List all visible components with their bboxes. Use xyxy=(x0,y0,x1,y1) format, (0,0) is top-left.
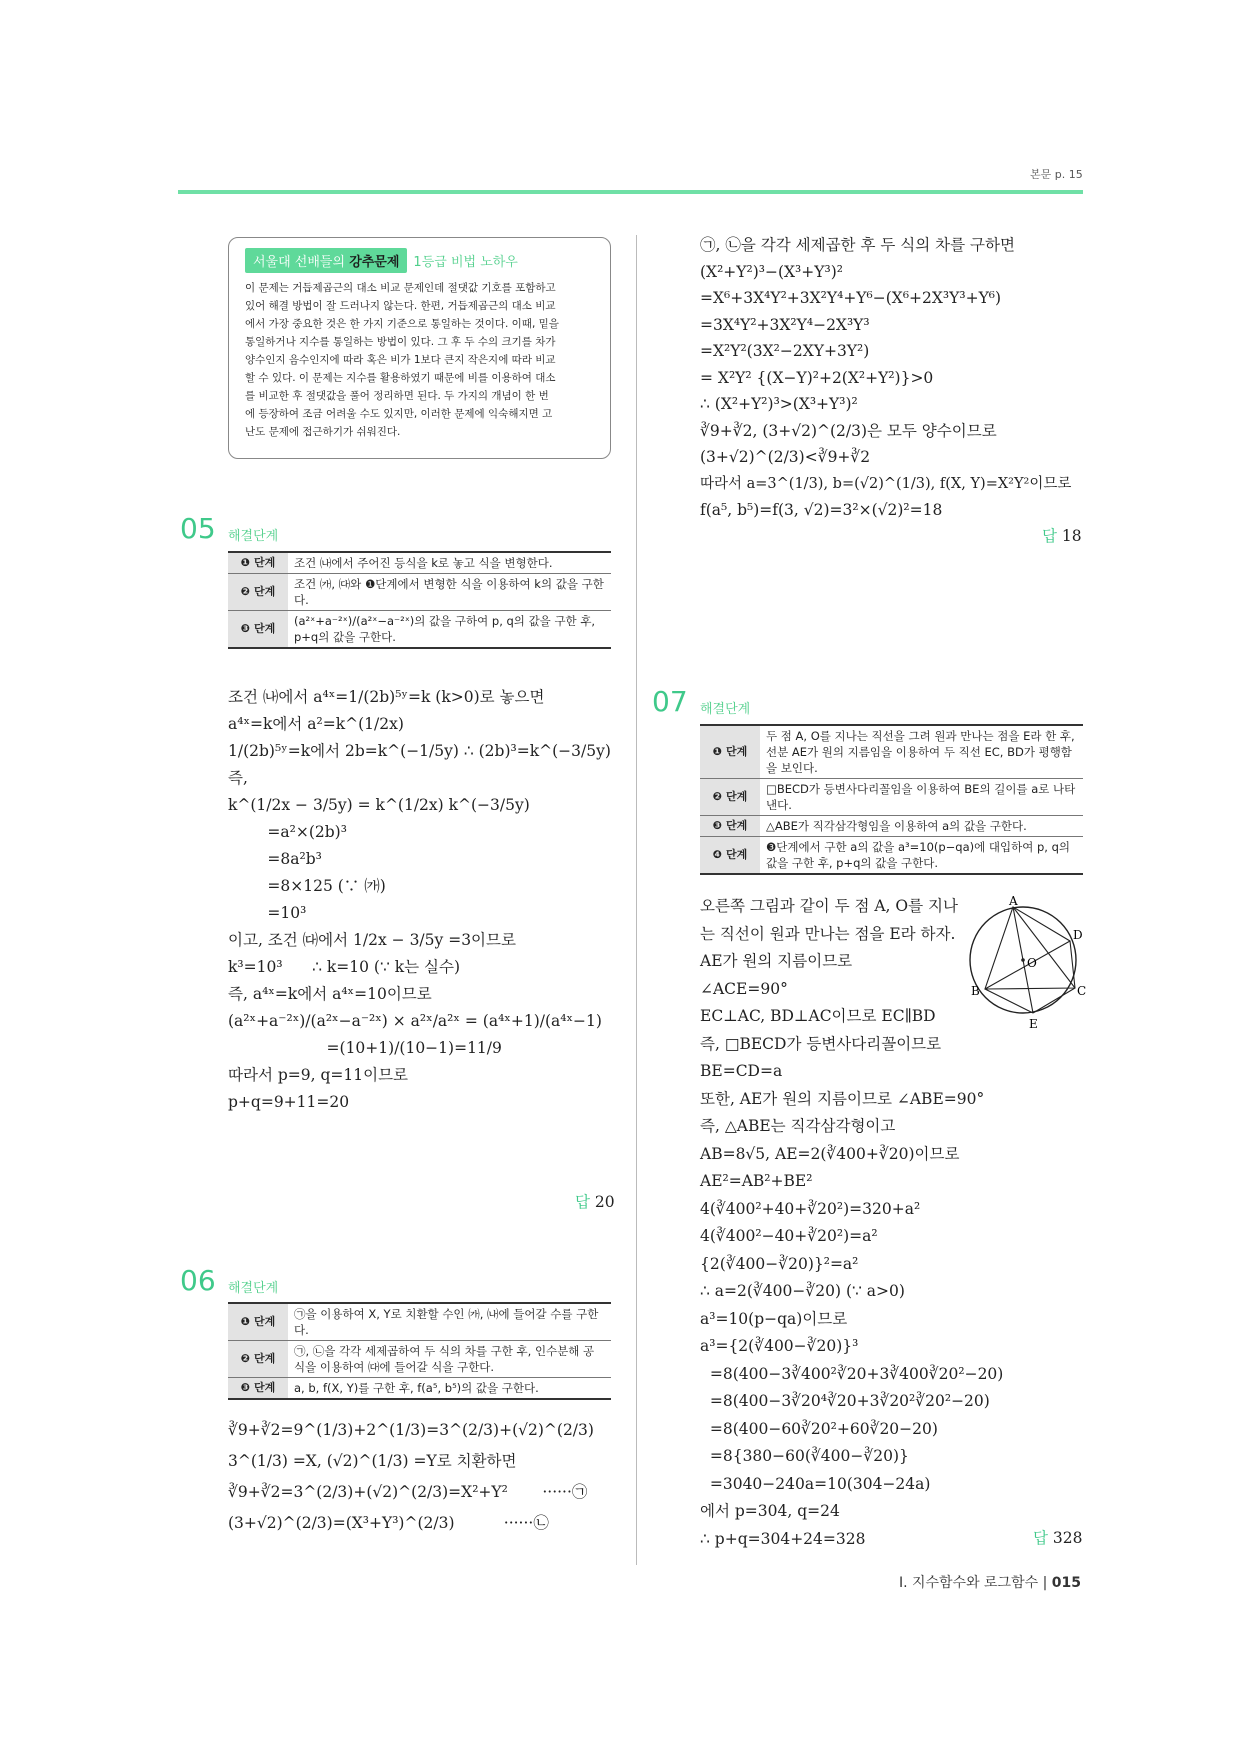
solution-line: 즉, △ABE는 직각삼각형이고 xyxy=(700,1117,896,1135)
tip-line: 에 등장하여 조금 어려울 수도 있지만, 이러한 문제에 익숙해지면 고 xyxy=(245,408,553,420)
step-text: △ABE가 직각삼각형임을 이용하여 a의 값을 구한다. xyxy=(760,816,1083,837)
solution-line: =10³ xyxy=(228,904,307,922)
solution-line: =8(400−3∛400²∛20+3∛400∛20²−20) xyxy=(700,1364,1004,1383)
step-text: ❸단계에서 구한 a의 값을 a³=10(p−qa)에 대입하여 p, q의 값을 구한 후, p+q의 값을 구한다. xyxy=(760,837,1083,875)
solution-06 xyxy=(228,1415,594,1539)
solution-line: 따라서 a=3^(1/3), b=(√2)^(1/3), f(X, Y)=X²Y²이므로 xyxy=(700,475,1072,492)
solution-line: =8(400−60∛20²+60∛20−20) xyxy=(700,1419,938,1438)
step-row xyxy=(700,837,1083,875)
tip-box xyxy=(228,237,611,459)
label-d: D xyxy=(1073,928,1083,942)
solution-line: =a²×(2b)³ xyxy=(228,823,347,841)
step-row xyxy=(228,1378,611,1400)
step-row xyxy=(228,552,611,574)
solution-06-continued xyxy=(700,232,1071,524)
answer-05: 답 20 xyxy=(575,1193,615,1211)
solution-line: =8×125 (∵ ㈎) xyxy=(228,877,386,895)
step-label: ❶ 단계 xyxy=(228,1303,288,1341)
solution-line: ∴ a=2(∛400−∛20) (∵ a>0) xyxy=(700,1282,905,1300)
solution-line: 조건 ㈏에서 a⁴ˣ=1/(2b)⁵ʸ=k (k>0)로 놓으면 xyxy=(228,688,545,706)
step-label: ❷ 단계 xyxy=(700,779,760,816)
solution-line: =(10+1)/(10−1)=11/9 xyxy=(228,1039,502,1057)
solution-line: ∴ p+q=304+24=328 xyxy=(700,1529,866,1548)
segment-ac xyxy=(1013,907,1075,988)
tip-line: 통일하거나 지수를 통일하는 방법이 있다. 그 후 두 수의 크기를 차가 xyxy=(245,336,556,348)
solution-line: a⁴ˣ=k에서 a²=k^(1/2x) xyxy=(228,715,404,733)
step-row xyxy=(228,574,611,611)
step-label: ❸ 단계 xyxy=(228,1378,288,1400)
page-reference: 본문 p. 15 xyxy=(1030,168,1083,181)
solution-steps-label: 해결단계 xyxy=(228,529,279,544)
solution-line: AE가 원의 지름이므로 xyxy=(700,952,853,970)
solution-line: (3+√2)^(2/3)=(X³+Y³)^(2/3) ······㉡ xyxy=(228,1514,549,1532)
step-text: ㉠을 이용하여 X, Y로 치환할 수인 ㈎, ㈏에 들어갈 수를 구한다. xyxy=(288,1303,611,1341)
solution-line: 1/(2b)⁵ʸ=k에서 2b=k^(−1/5y) ∴ (2b)³=k^(−3/5y) xyxy=(228,742,611,760)
step-text: (a²ˣ+a⁻²ˣ)/(a²ˣ−a⁻²ˣ)의 값을 구하여 p, q의 값을 구한 후, p+q의 값을 구한다. xyxy=(288,611,611,649)
solution-line: k^(1/2x − 3/5y) = k^(1/2x) k^(−3/5y) xyxy=(228,796,530,814)
solution-line: 이고, 조건 ㈐에서 1/2x − 3/5y =3이므로 xyxy=(228,931,516,949)
solution-line: a³=10(p−qa)이므로 xyxy=(700,1309,848,1328)
tip-line: 를 비교한 후 절댓값을 풀어 정리하면 된다. 두 가지의 개념이 한 번 xyxy=(245,390,549,402)
solution-line: 4(∛400²−40+∛20²)=a² xyxy=(700,1227,878,1245)
tip-line: 이 문제는 거듭제곱근의 대소 비교 문제인데 절댓값 기호를 포함하고 xyxy=(245,282,556,294)
step-text: 조건 ㈎, ㈐와 ❶단계에서 변형한 식을 이용하여 k의 값을 구한다. xyxy=(288,574,611,611)
solution-line: 3^(1/3) =X, (√2)^(1/3) =Y로 치환하면 xyxy=(228,1452,517,1470)
tip-title: 서울대 선배들의 강추문제 xyxy=(245,248,407,273)
step-text: a, b, f(X, Y)를 구한 후, f(a⁵, b⁵)의 값을 구한다. xyxy=(288,1378,611,1400)
tip-body xyxy=(245,279,594,441)
solution-line: =8{380−60(∛400−∛20)} xyxy=(700,1447,909,1465)
step-row xyxy=(700,816,1083,837)
tip-line: 할 수 있다. 이 문제는 지수를 활용하였기 때문에 비를 이용하여 대소 xyxy=(245,372,556,384)
answer-06: 답 18 xyxy=(1042,527,1082,545)
steps-table-06 xyxy=(228,1302,611,1400)
chapter-title: Ⅰ. 지수함수와 로그함수 xyxy=(898,1575,1039,1591)
solution-line: (X²+Y²)³−(X³+Y³)² xyxy=(700,262,843,281)
step-label: ❹ 단계 xyxy=(700,837,760,875)
step-label: ❶ 단계 xyxy=(700,725,760,779)
step-text: 조건 ㈏에서 주어진 등식을 k로 놓고 식을 변형한다. xyxy=(288,552,611,574)
problem-number-07: 07 xyxy=(652,685,688,718)
tip-subtitle: 1등급 비법 노하우 xyxy=(413,255,518,270)
tip-line: 에서 가장 중요한 것은 한 가지 기준으로 통일하는 것이다. 이때, 밑을 xyxy=(245,318,559,330)
solution-line: =8(400−3∛20⁴∛20+3∛20²∛20²−20) xyxy=(700,1392,990,1410)
solution-line: p+q=9+11=20 xyxy=(228,1093,350,1111)
solution-line: ∛9+∛2=3^(2/3)+(√2)^(2/3)=X²+Y² ······㉠ xyxy=(228,1483,588,1501)
circle-figure xyxy=(965,895,1085,1030)
solution-line: =3X⁴Y²+3X²Y⁴−2X³Y³ xyxy=(700,315,870,334)
solution-line: {2(∛400−∛20)}²=a² xyxy=(700,1254,859,1273)
step-label: ❷ 단계 xyxy=(228,574,288,611)
solution-line: AB=8√5, AE=2(∛400+∛20)이므로 xyxy=(700,1144,960,1163)
solution-line: ∴ (X²+Y²)³>(X³+Y³)² xyxy=(700,395,858,413)
solution-05 xyxy=(228,684,611,1116)
step-row xyxy=(228,1303,611,1341)
solution-line: 또한, AE가 원의 지름이므로 ∠ABE=90° xyxy=(700,1089,985,1108)
answer-07: 답 328 xyxy=(1033,1529,1083,1547)
segment-ec xyxy=(1033,988,1075,1013)
solution-line: 즉, xyxy=(228,769,248,787)
step-label: ❷ 단계 xyxy=(228,1341,288,1378)
label-e: E xyxy=(1029,1017,1038,1031)
step-label: ❸ 단계 xyxy=(228,611,288,649)
solution-line: a³={2(∛400−∛20)}³ xyxy=(700,1337,859,1355)
step-label: ❸ 단계 xyxy=(700,816,760,837)
solution-line: ∠ACE=90° xyxy=(700,979,788,998)
segment-be xyxy=(985,989,1033,1013)
step-text: 두 점 A, O를 지나는 직선을 그려 원과 만나는 점을 E라 한 후, 선분 AE가 원의 지름임을 이용하여 두 직선 EC, BD가 평행함을 보인다. xyxy=(760,725,1083,779)
header-rule xyxy=(178,190,1083,194)
label-a: A xyxy=(1009,894,1018,908)
steps-table-07 xyxy=(700,724,1083,875)
solution-steps-label: 해결단계 xyxy=(228,1281,279,1296)
quadrilateral xyxy=(985,907,1075,989)
solution-line: =X⁶+3X⁴Y²+3X²Y⁴+Y⁶−(X⁶+2X³Y³+Y⁶) xyxy=(700,289,1002,307)
solution-line: ㉠, ㉡을 각각 세제곱한 후 두 식의 차를 구하면 xyxy=(700,236,1015,254)
label-o: O xyxy=(1027,956,1037,970)
step-text: ㉠, ㉡을 각각 세제곱하여 두 식의 차를 구한 후, 인수분해 공식을 이용하여 ㈐에 들어갈 식을 구한다. xyxy=(288,1341,611,1378)
step-row xyxy=(700,725,1083,779)
solution-line: 에서 p=304, q=24 xyxy=(700,1502,840,1520)
solution-line: (a²ˣ+a⁻²ˣ)/(a²ˣ−a⁻²ˣ) × a²ˣ/a²ˣ = (a⁴ˣ+1)/(a⁴ˣ−1) xyxy=(228,1012,602,1030)
center-point xyxy=(1021,958,1025,962)
solution-line: (3+√2)^(2/3)<∛9+∛2 xyxy=(700,448,871,466)
column-divider xyxy=(636,235,637,1565)
solution-line: 는 직선이 원과 만나는 점을 E라 하자. xyxy=(700,924,956,943)
solution-line: 오른쪽 그림과 같이 두 점 A, O를 지나 xyxy=(700,897,958,915)
tip-line: 있어 해결 방법이 잘 드러나지 않는다. 한편, 거듭제곱근의 대소 비교 xyxy=(245,300,556,312)
page-number: 015 xyxy=(1051,1575,1081,1591)
step-text: □BECD가 등변사다리꼴임을 이용하여 BE의 길이를 a로 나타낸다. xyxy=(760,779,1083,816)
solution-line: 즉, □BECD가 등변사다리꼴이므로 xyxy=(700,1034,942,1053)
solution-steps-label: 해결단계 xyxy=(700,702,751,717)
step-row xyxy=(700,779,1083,816)
solution-07 xyxy=(700,893,1003,1553)
solution-line: AE²=AB²+BE² xyxy=(700,1172,813,1190)
solution-line: 4(∛400²+40+∛20²)=320+a² xyxy=(700,1199,921,1218)
solution-line: ∛9+∛2=9^(1/3)+2^(1/3)=3^(2/3)+(√2)^(2/3) xyxy=(228,1421,594,1439)
tip-line: 양수인지 음수인지에 따라 혹은 비가 1보다 큰지 작은지에 따라 비교 xyxy=(245,354,556,366)
tip-line: 난도 문제에 접근하기가 쉬워진다. xyxy=(245,426,401,438)
problem-number-05: 05 xyxy=(180,512,216,545)
steps-table-05 xyxy=(228,551,611,649)
page-footer: Ⅰ. 지수함수와 로그함수 | 015 xyxy=(898,1575,1081,1591)
label-b: B xyxy=(971,984,980,998)
step-row xyxy=(228,611,611,649)
solution-line: EC⊥AC, BD⊥AC이므로 EC∥BD xyxy=(700,1007,936,1025)
step-label: ❶ 단계 xyxy=(228,552,288,574)
step-row xyxy=(228,1341,611,1378)
label-c: C xyxy=(1077,984,1087,998)
solution-line: k³=10³ ∴ k=10 (∵ k는 실수) xyxy=(228,958,461,976)
solution-line: =8a²b³ xyxy=(228,850,322,868)
solution-line: ∛9+∛2, (3+√2)^(2/3)은 모두 양수이므로 xyxy=(700,421,997,440)
solution-line: 따라서 p=9, q=11이므로 xyxy=(228,1066,409,1084)
solution-line: =3040−240a=10(304−24a) xyxy=(700,1474,931,1493)
solution-line: f(a⁵, b⁵)=f(3, √2)=3²×(√2)²=18 xyxy=(700,501,943,519)
solution-line: = X²Y² {(X−Y)²+2(X²+Y²)}>0 xyxy=(700,368,934,387)
solution-line: =X²Y²(3X²−2XY+3Y²) xyxy=(700,342,870,360)
solution-line: BE=CD=a xyxy=(700,1062,783,1080)
solution-line: 즉, a⁴ˣ=k에서 a⁴ˣ=10이므로 xyxy=(228,985,432,1003)
problem-number-06: 06 xyxy=(180,1264,216,1297)
